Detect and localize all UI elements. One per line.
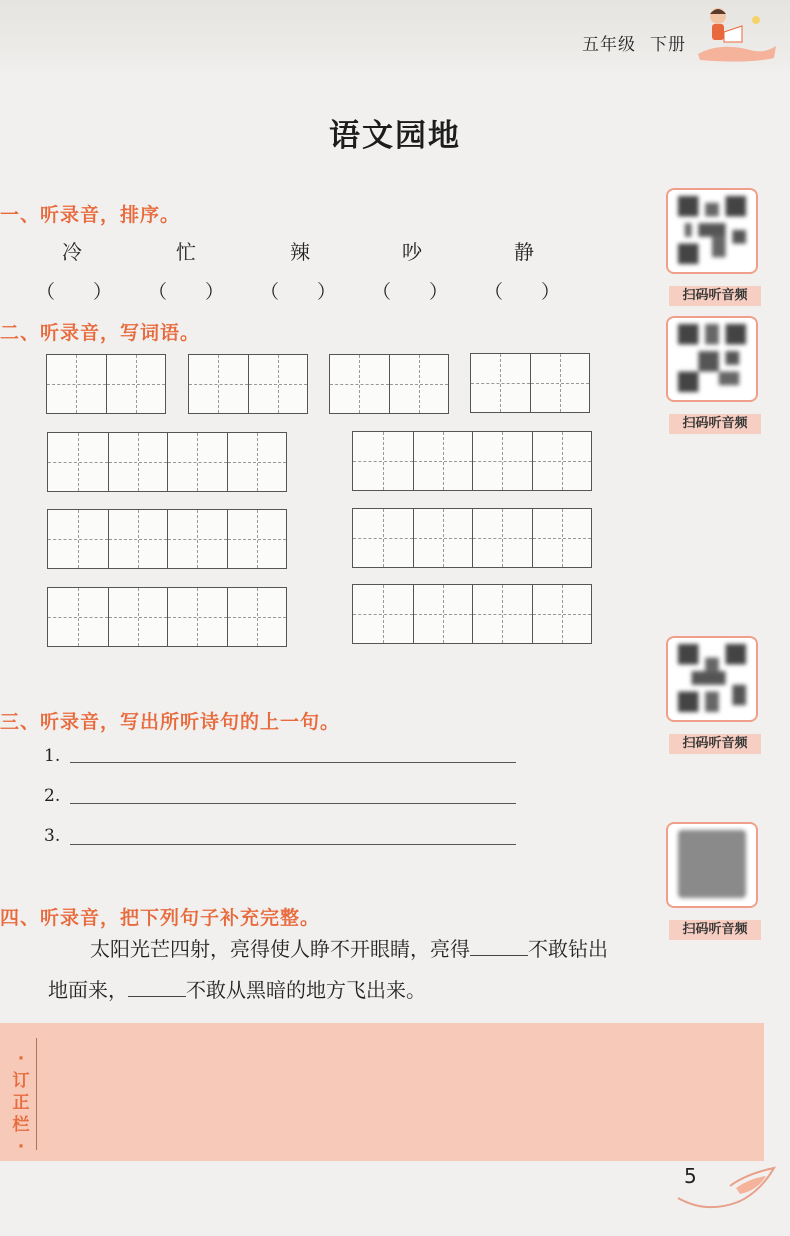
grade-label [582,30,686,55]
line-number: 1. [44,746,61,766]
word-writing-grid[interactable] [352,431,592,491]
word-writing-grid[interactable] [352,508,592,568]
line-number: 2. [44,786,61,806]
order-blank[interactable]: （ ） [36,281,113,303]
audio-qr-code[interactable] [666,188,758,274]
qr-caption: 扫码听音频 [669,734,761,754]
reading-child-mascot-icon [690,2,780,62]
word-writing-grid[interactable] [188,354,308,414]
order-blank[interactable]: （ ） [148,281,225,303]
word-writing-grid[interactable] [470,353,590,413]
qr-caption: 扫码听音频 [669,286,761,306]
fill-blank[interactable] [470,937,528,956]
word-writing-grid[interactable] [352,584,592,644]
sentence-part: 地面来， [48,978,128,1002]
sort-char: 冷 [62,240,82,264]
audio-qr-code[interactable] [666,636,758,722]
word-writing-grid[interactable] [47,432,287,492]
order-blank[interactable]: （ ） [484,281,561,303]
answer-line[interactable] [70,802,516,804]
qr-code-icon [678,196,746,264]
answer-line[interactable] [70,843,516,845]
word-writing-grid[interactable] [47,587,287,647]
order-blank[interactable]: （ ） [260,281,337,303]
sort-char: 忙 [176,240,196,264]
order-blank[interactable]: （ ） [372,281,449,303]
completion-paragraph [48,929,668,1011]
sort-char: 吵 [402,240,422,264]
section-1-heading: 一、听录音，排序。 [0,204,181,226]
section-4-heading: 四、听录音，把下列句子补充完整。 [0,907,321,929]
correction-box[interactable] [0,1023,764,1161]
section-2-heading: 二、听录音，写词语。 [0,322,201,344]
fill-blank[interactable] [128,978,186,997]
sort-char: 静 [514,240,534,264]
qr-caption: 扫码听音频 [669,414,761,434]
sentence-part: 太阳光芒四射，亮得使人睁不开眼睛，亮得 [90,937,470,961]
term-text: 下册 [650,35,686,55]
correction-label: ·订正栏· [12,1049,30,1157]
sentence-part: 不敢从黑暗的地方飞出来。 [186,978,426,1002]
word-writing-grid[interactable] [329,354,449,414]
sort-char: 辣 [290,240,310,264]
qr-code-icon [678,324,746,392]
line-number: 3. [44,826,61,846]
qr-code-icon [678,644,746,712]
answer-line[interactable] [70,761,516,763]
word-writing-grid[interactable] [46,354,166,414]
qr-code-icon [678,830,746,898]
qr-caption: 扫码听音频 [669,920,761,940]
page-title: 语文园地 [329,118,461,154]
word-writing-grid[interactable] [47,509,287,569]
section-3-heading: 三、听录音，写出所听诗句的上一句。 [0,711,341,733]
audio-qr-code[interactable] [666,822,758,908]
page-number: 5 [684,1164,697,1188]
sentence-part: 不敢钻出 [528,937,608,961]
grade-text: 五年级 [582,35,636,55]
audio-qr-code[interactable] [666,316,758,402]
correction-divider [36,1038,37,1150]
